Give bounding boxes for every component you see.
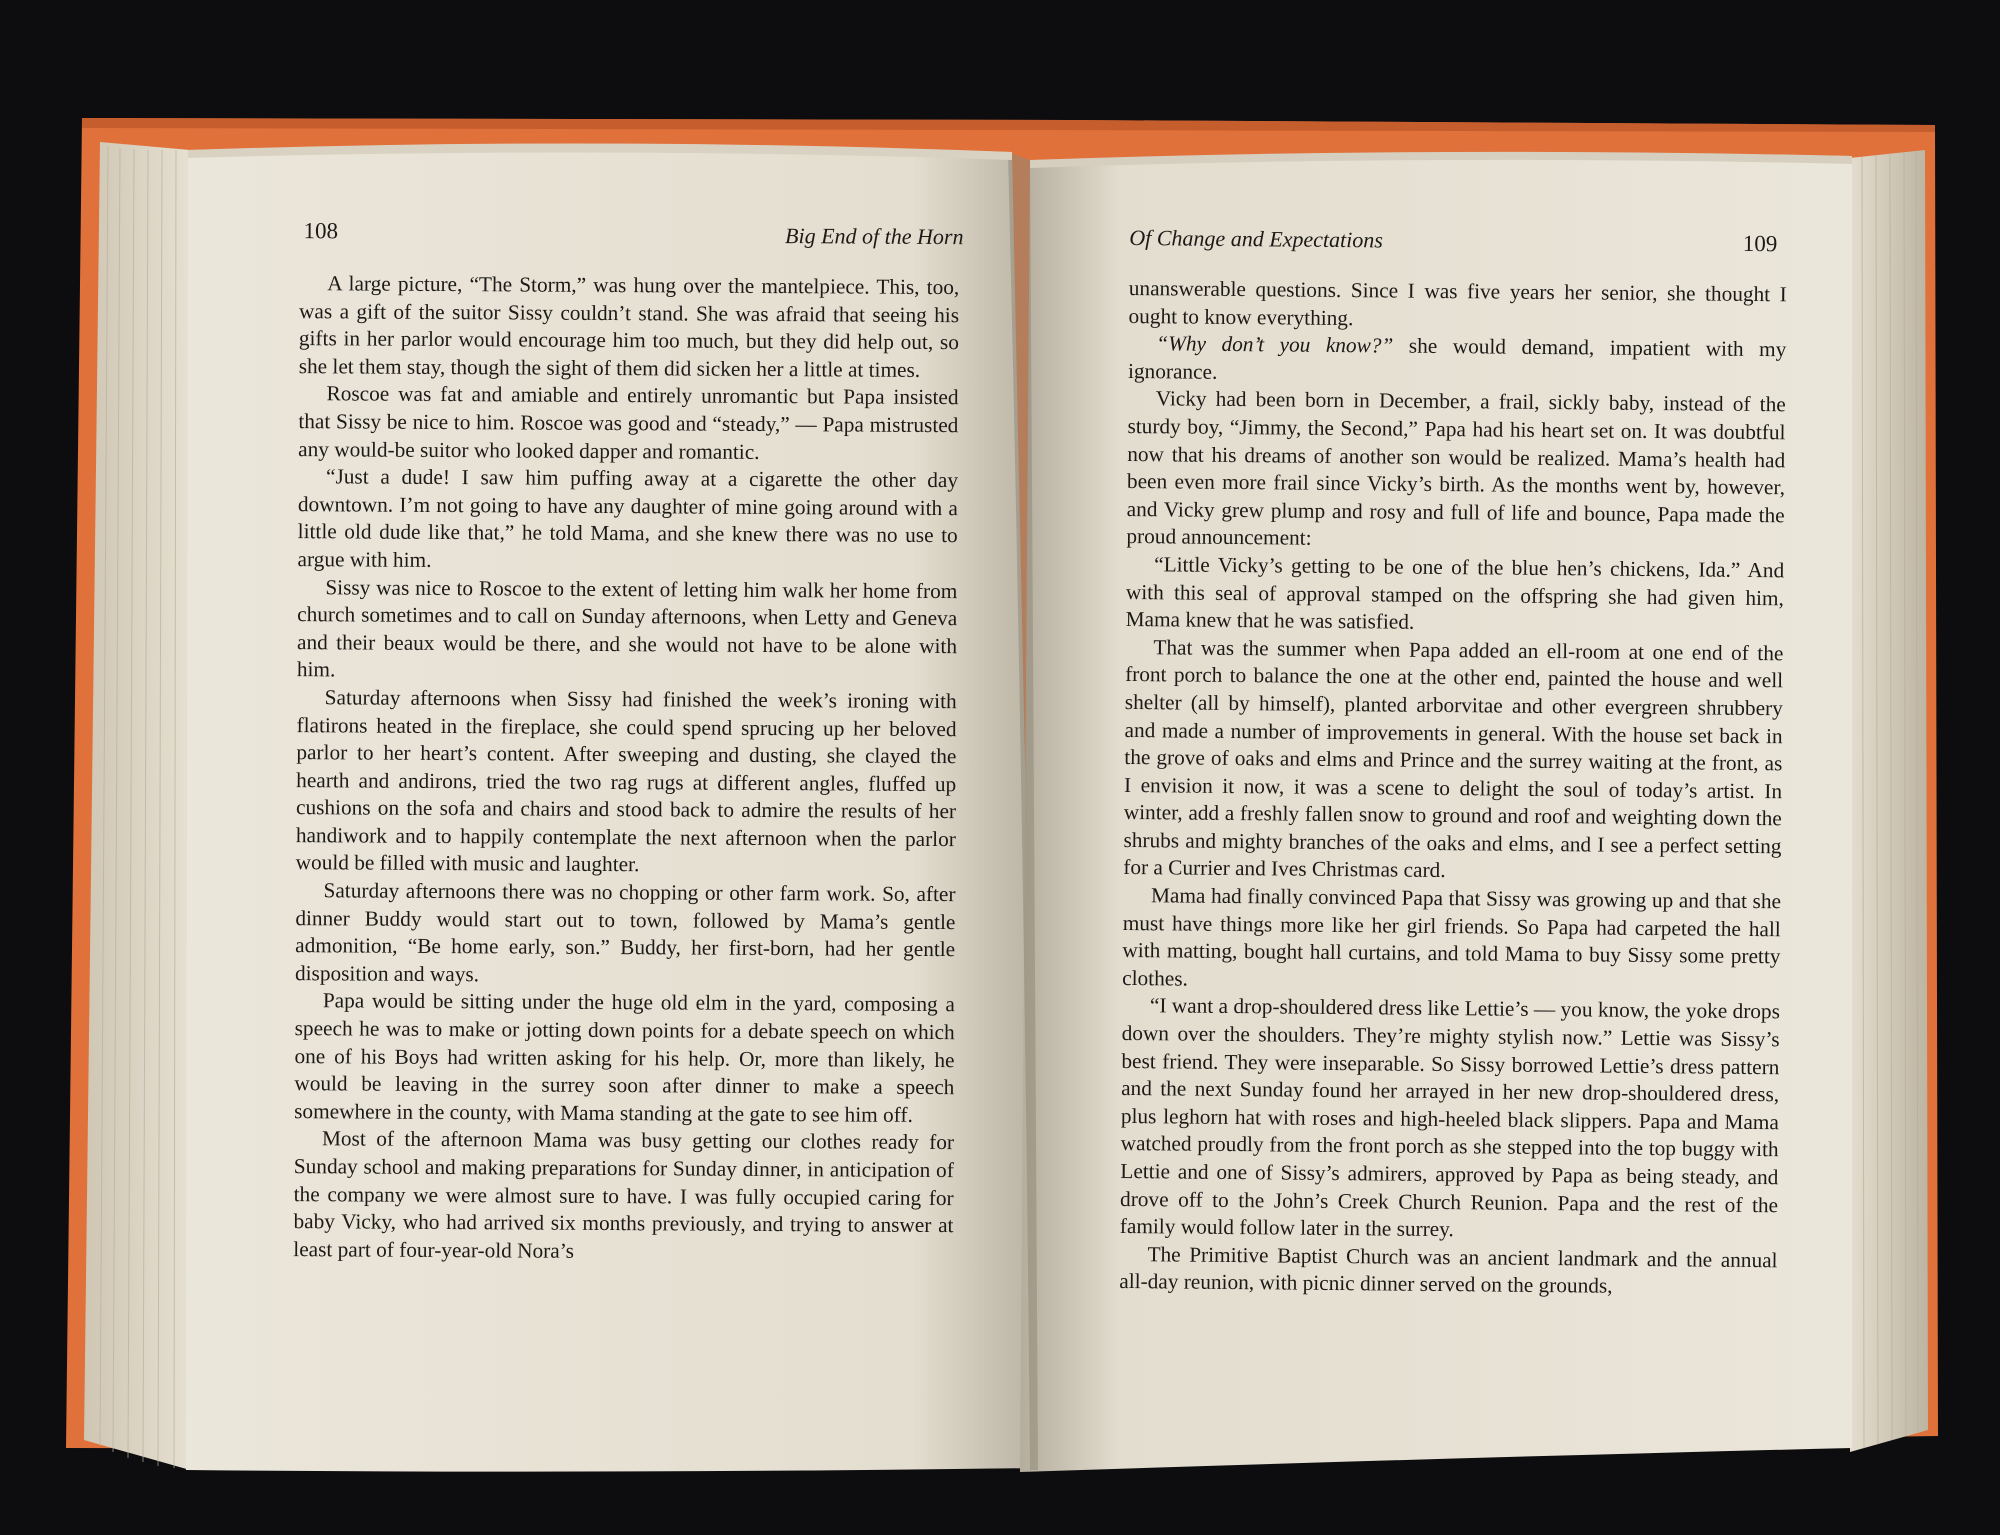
paragraph: Mama had finally convinced Papa that Sissy was growing up and that she must have things more like her girl friends. So Papa had carpeted the hall with matting, bought hall curtains, and told Mama to buy Sissy some pretty clothes. bbox=[1122, 883, 1782, 991]
paragraph: Vicky had been born in December, a frail, sickly baby, instead of the sturdy boy, “Jimmy, the Second,” Papa had his heart set on. It was doubtful now that his dreams of another son would be realized. Mama’s health had been even more frail since Vicky’s birth. As the months went by, however, and Vicky grew plump and rosy and full of life and bounce, Papa made the proud announcement: bbox=[1126, 386, 1786, 551]
paragraph-italic-lead bbox=[1128, 330, 1786, 392]
paragraph: Roscoe was fat and amiable and entirely unromantic but Papa insisted that Sissy be nice to him. Roscoe was good and “steady,” — Papa mistrusted any would-be suitor who looked dapper and romantic. bbox=[298, 381, 959, 464]
right-page-number: 109 bbox=[1742, 230, 1778, 257]
right-body-text bbox=[1119, 275, 1787, 1302]
paragraph: A large picture, “The Storm,” was hung over the mantelpiece. This, too, was a gift of the suitor Sissy couldn’t stand. She was afraid that seeing his gifts in her parlor would encourage him too much, but they did help out, so she let them stay, though the sight of them did sicken her a little at times. bbox=[298, 271, 960, 382]
right-page bbox=[1024, 166, 1856, 1424]
left-running-head bbox=[194, 167, 1024, 250]
paragraph: Saturday afternoons there was no chopping or other farm work. So, after dinner Buddy would start out to town, followed by Mama’s gentle admonition, “Be home early, son.” Buddy, her first-born, had her gentle disposition and ways. bbox=[294, 878, 956, 987]
paragraph: That was the summer when Papa added an ell-room at one end of the front porch to balance the one at the other end, painted the house and well shelter (all by himself), planted arborvitae and other evergreen shrubbery and made a number of improvements in general. With the house set back in the grove of oaks and elms and Prince and the surrey waiting at the front, as I envision it now, it was a scene to delight the soul of today’s artist. In winter, add a freshly fallen snow to ground and roof and weighting down the shrubs and mighty branches of the oaks and elms, and I see a perfect setting for a Currier and Ives Christmas card. bbox=[1123, 634, 1784, 883]
paragraph: Saturday afternoons when Sissy had finished the week’s ironing with flatirons heated in the fireplace, she could spend sprucing up her beloved parlor to her heart’s content. After sweeping and dusting, she clayed the hearth and andirons, tried the two rag rugs at different angles, fluffed up cushions on the sofa and chairs and stood back to admire the results of her handiwork and to happily contemplate the next afternoon when the parlor would be filled with music and laughter. bbox=[295, 685, 957, 877]
right-running-head bbox=[1036, 166, 1856, 257]
left-page bbox=[186, 167, 1024, 1462]
italic-lead-rest: she would demand, impatient with my ignorance. bbox=[1127, 333, 1787, 384]
paragraph: “Little Vicky’s getting to be one of the blue hen’s chickens, Ida.” And with this seal of approval stamped on the offspring she had given him, Mama knew that he was satisfied. bbox=[1125, 552, 1785, 634]
paragraph: “Just a dude! I saw him puffing away at a cigarette the other day downtown. I’m not going to have any daughter of mine going around with a little old dude like that,” he told Mama, and she knew there was no use to argue with him. bbox=[297, 464, 959, 572]
left-body-text bbox=[293, 270, 959, 1267]
left-page-number: 108 bbox=[303, 218, 339, 244]
paragraph: “I want a drop-shouldered dress like Lettie’s — you know, the yoke drops down over the shoulders. They’re mighty stylish now.” Lettie was Sissy’s best friend. They were inseparable. So Sissy borrowed Lettie’s dress pattern and the next Sunday found her arrayed in her new drop-shouldered dress, plus leghorn hat with roses and high-heeled black slippers. Papa and Mama watched proudly from the front porch as she stepped into the top buggy with Lettie and one of Sissy’s admirers, approved by Papa as being steady, and drove off to the John’s Creek Church Reunion. Papa and the rest of the family would follow later in the surrey. bbox=[1119, 993, 1781, 1242]
italic-quote: “Why don’t you know?” bbox=[1156, 331, 1394, 358]
paragraph: Most of the afternoon Mama was busy getting our clothes ready for Sunday school and making preparations for Sunday dinner, in anticipation of the company we were almost sure to have. I was fully occupied caring for baby Vicky, who had arrived six months previously, and trying to answer at least part of four-year-old Nora’s bbox=[293, 1126, 955, 1263]
left-running-title: Big End of the Horn bbox=[785, 223, 964, 250]
paragraph-continued: unanswerable questions. Since I was five years her senior, she thought I ought to know everything. bbox=[1128, 275, 1787, 330]
paragraph: The Primitive Baptist Church was an ancient landmark and the annual all-day reunion, with picnic dinner served on the grounds, bbox=[1119, 1241, 1778, 1299]
paragraph: Papa would be sitting under the huge old elm in the yard, composing a speech he was to make or jotting down points for a debate speech on which one of his Boys had written asking for his help. Or, more than likely, he would be leaving in the surrey soon after dinner to make a speech somewhere in the county, with Mama standing at the gate to see him off. bbox=[294, 988, 955, 1127]
right-running-title: Of Change and Expectations bbox=[1129, 224, 1384, 253]
paragraph: Sissy was nice to Roscoe to the extent of letting him walk her home from church sometimes and to call on Sunday afternoons, when Letty and Geneva and their beaux would be there, and she would not have to be alone with him. bbox=[296, 574, 958, 682]
